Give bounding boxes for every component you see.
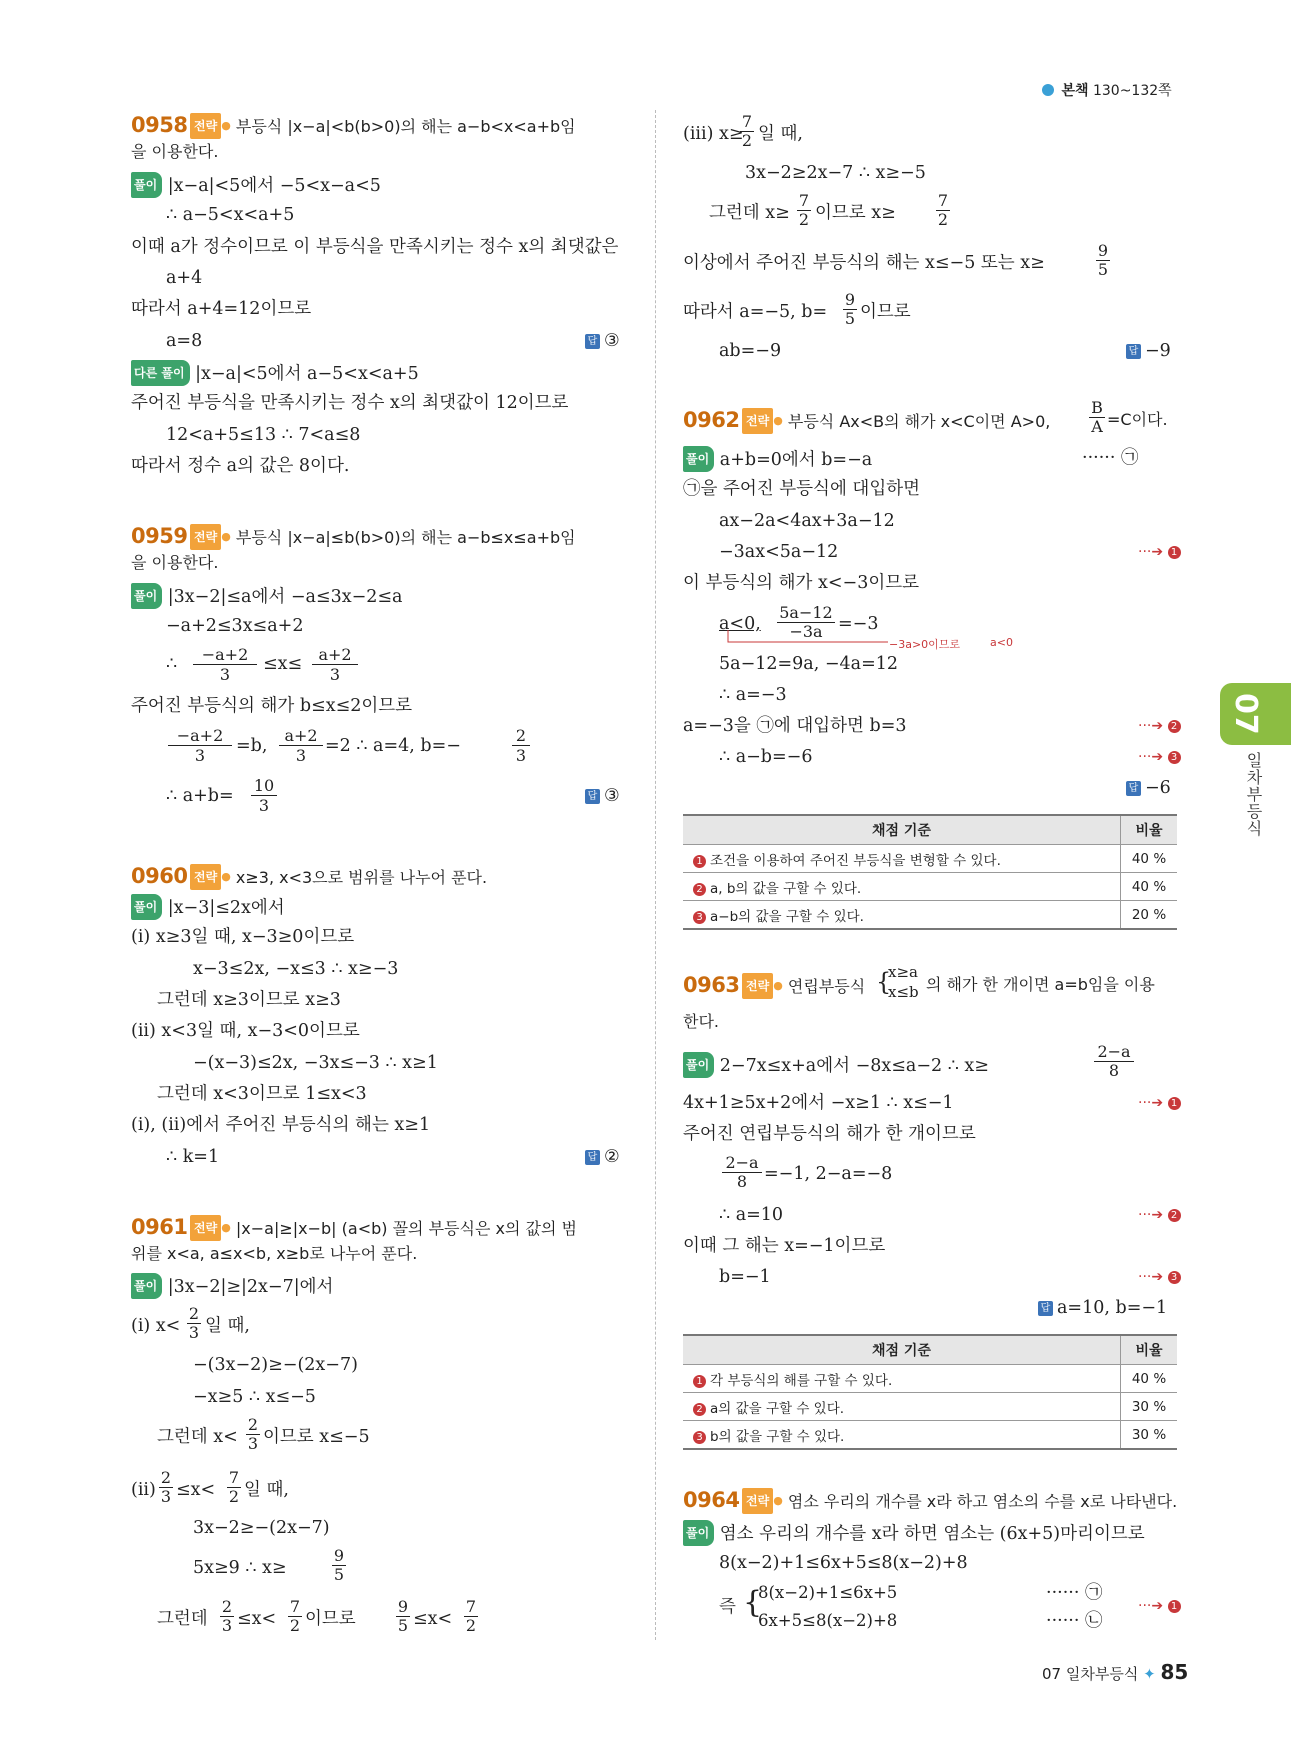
answer-icon: 답 — [585, 789, 600, 804]
solution-line: ㉠을 주어진 부등식에 대입하면 — [683, 479, 921, 499]
fraction: 2 3 — [188, 1304, 200, 1342]
alt-solution-line: 12<a+5≤13 ∴ 7<a≤8 — [166, 425, 361, 445]
grading-table — [683, 814, 1177, 930]
solution-line: 3x−2≥−(2x−7) — [193, 1518, 330, 1538]
solution-line: a+4 — [166, 268, 203, 288]
table-header: 채점 기준 — [683, 1335, 1121, 1365]
fraction: 7 2 — [289, 1597, 301, 1635]
solution-line: ∴ k=1 — [166, 1147, 220, 1167]
fraction: 7 2 — [741, 112, 753, 150]
solution-line: −a+2≤3x≤a+2 — [166, 616, 304, 636]
answer-icon: 답 — [1126, 344, 1141, 359]
solution-line: b=−1 — [719, 1267, 771, 1287]
fraction: 2 3 — [160, 1468, 172, 1506]
fraction: 7 2 — [228, 1468, 240, 1506]
alt-solution-line: 다른 풀이 |x−a|<5에서 a−5<x<a+5 — [131, 360, 419, 386]
solution-line: ∴ a=−3 — [719, 685, 787, 705]
solution-line: ab=−9 — [719, 341, 782, 361]
solution-line: 그런데 x≥3이므로 x≥3 — [157, 990, 341, 1010]
answer: 답 a=10, b=−1 — [1038, 1296, 1167, 1320]
fraction: 7 2 — [798, 191, 810, 229]
solution-line: 일 때, — [758, 124, 803, 144]
fraction: a+2 3 — [279, 726, 323, 765]
system: x≥a x≤b — [888, 963, 919, 1001]
step-marker: ···➔ 1 — [1138, 1598, 1185, 1614]
solution-line: =b, — [236, 736, 268, 756]
solution-line: ≤x≤ — [263, 654, 303, 674]
solution-line: −(3x−2)≥−(2x−7) — [193, 1355, 358, 1375]
strategy-text: 전략 ● 부등식 |x−a|<b(b>0)의 해는 a−b<x<a+b임 — [190, 113, 576, 139]
strategy-text: 전략 ● x≥3, x<3으로 범위를 나누어 푼다. — [190, 864, 487, 890]
solution-line: 4x+1≥5x+2에서 −x≥1 ∴ x≤−1 — [683, 1093, 954, 1113]
solution-line: ≤x< — [237, 1609, 277, 1629]
solution-line: 그런데 x≥ — [709, 203, 790, 223]
page-number: 85 — [1160, 1660, 1189, 1684]
fraction: a+2 3 — [312, 645, 358, 684]
answer: 답 ③ — [585, 784, 620, 808]
annotation-note: a<0 — [990, 636, 1013, 649]
solution-line: 3x−2≥2x−7 ∴ x≥−5 — [745, 163, 926, 183]
alt-solution-line: 주어진 부등식을 만족시키는 정수 x의 최댓값이 12이므로 — [131, 393, 569, 413]
solution-line: 풀이 |x−a|<5에서 −5<x−a<5 — [131, 172, 381, 198]
step-marker: ···➔ 2 — [1138, 1207, 1185, 1223]
problem-number: 0964 — [683, 1488, 740, 1512]
strategy-text: 전략 ● 연립부등식 — [742, 973, 865, 999]
solution-line: ∴ a−b=−6 — [719, 747, 813, 767]
strategy-text: =C이다. — [1107, 410, 1168, 429]
table-header: 비율 — [1121, 815, 1178, 845]
table-row: 3 b의 값을 구할 수 있다. 30 % — [683, 1421, 1177, 1450]
page-reference: 본책 130~132쪽 — [1042, 80, 1172, 100]
step-marker: ···➔ 2 — [1138, 718, 1185, 734]
strategy-text: 한다. — [683, 1012, 719, 1031]
fraction: 10 3 — [251, 776, 277, 815]
fraction: 2 3 — [221, 1597, 233, 1635]
strategy-text: 전략 ● |x−a|≥|x−b| (a<b) 꼴의 부등식은 x의 값의 범 — [190, 1215, 577, 1241]
fraction: 7 2 — [465, 1597, 477, 1635]
chapter-tab-number: 07 — [1228, 693, 1263, 735]
solution-line: (i) x< — [131, 1316, 181, 1336]
solution-line: a<0, — [719, 614, 761, 634]
solution-line: 이때 a가 정수이므로 이 부등식을 만족시키는 정수 x의 최댓값은 — [131, 237, 619, 257]
answer: 답 ② — [585, 1145, 620, 1169]
grading-table — [683, 1334, 1177, 1450]
reference-icon — [1042, 84, 1054, 96]
annotation-note: −3a>0이므로 — [889, 638, 961, 651]
solution-line: 이므로 x≥ — [815, 203, 896, 223]
solution-line: ≤x< — [176, 1480, 216, 1500]
solution-line: =−3 — [838, 614, 879, 634]
strategy-text: 을 이용한다. — [131, 553, 219, 572]
solution-line: ≤x< — [413, 1609, 453, 1629]
step-marker: ···➔ 1 — [1138, 1095, 1185, 1111]
answer: 답 ③ — [585, 329, 620, 353]
solution-line: ∴ a−5<x<a+5 — [166, 205, 295, 225]
strategy-text: 의 해가 한 개이면 a=b임을 이용 — [926, 975, 1155, 994]
table-row: 1 조건을 이용하여 주어진 부등식을 변형할 수 있다. 40 % — [683, 845, 1177, 873]
annotation-line — [720, 628, 890, 648]
solution-line: 이상에서 주어진 부등식의 해는 x≤−5 또는 x≥ — [683, 253, 1045, 273]
system-line: 8(x−2)+1≤6x+5 — [758, 1583, 898, 1602]
table-row: 2 a, b의 값을 구할 수 있다. 40 % — [683, 873, 1177, 901]
answer-icon: 답 — [585, 334, 600, 349]
fraction: −a+2 3 — [168, 726, 232, 765]
table-row: 3 a−b의 값을 구할 수 있다. 20 % — [683, 901, 1177, 930]
strategy-text: 전략 ● 염소 우리의 개수를 x라 하고 염소의 수를 x로 나타낸다. — [742, 1488, 1177, 1514]
fraction: 7 2 — [937, 191, 949, 229]
solution-line: (ii) — [131, 1480, 156, 1500]
fraction: 2 3 — [512, 726, 530, 765]
page-footer — [1042, 1660, 1188, 1684]
solution-line: 일 때, — [244, 1480, 289, 1500]
solution-line: =−1, 2−a=−8 — [764, 1164, 893, 1184]
equation-tag: ······ ㉡ — [1046, 1611, 1103, 1631]
solution-line: −(x−3)≤2x, −3x≤−3 ∴ x≥1 — [193, 1053, 438, 1073]
solution-line: −3ax<5a−12 — [719, 542, 839, 562]
solution-line: 풀이 |3x−2|≥|2x−7|에서 — [131, 1273, 333, 1299]
table-header: 비율 — [1121, 1335, 1178, 1365]
fraction: 5a−12 −3a — [777, 604, 835, 641]
brace: { — [876, 968, 892, 996]
solution-line: 이 부등식의 해가 x<−3이므로 — [683, 573, 920, 593]
problem-number: 0962 — [683, 408, 740, 432]
solution-line: 5a−12=9a, −4a=12 — [719, 654, 899, 674]
strategy-text: 전략 ● 부등식 Ax<B의 해가 x<C이면 A>0, — [742, 408, 1050, 434]
solution-line: ax−2a<4ax+3a−12 — [719, 511, 895, 531]
solution-line: 5x≥9 ∴ x≥ — [193, 1558, 287, 1578]
fraction: 2−a 8 — [722, 1154, 762, 1191]
strategy-text: 을 이용한다. — [131, 142, 219, 161]
fraction: 9 5 — [397, 1597, 409, 1635]
problem-number: 0958 — [131, 113, 188, 137]
fraction: 9 5 — [844, 290, 856, 328]
solution-line: (i), (ii)에서 주어진 부등식의 해는 x≥1 — [131, 1115, 431, 1135]
solution-line: ∴ a=10 — [719, 1205, 784, 1225]
step-marker: ···➔ 1 — [1138, 544, 1185, 560]
solution-line: 주어진 부등식의 해가 b≤x≤2이므로 — [131, 696, 413, 716]
solution-line: 이므로 — [305, 1609, 356, 1629]
solution-line: x−3≤2x, −x≤3 ∴ x≥−3 — [193, 959, 399, 979]
answer-icon: 답 — [1038, 1301, 1053, 1316]
fraction: 9 5 — [333, 1546, 345, 1584]
solution-line: 일 때, — [205, 1316, 250, 1336]
footer-chapter: 07 일차부등식 — [1042, 1665, 1139, 1683]
solution-line: a=8 — [166, 331, 203, 351]
solution-line: −x≥5 ∴ x≤−5 — [193, 1387, 316, 1407]
brace: { — [743, 1585, 763, 1620]
problem-number: 0963 — [683, 973, 740, 997]
solution-line: 이때 그 해는 x=−1이므로 — [683, 1236, 886, 1256]
problem-number: 0960 — [131, 864, 188, 888]
answer: 답 −9 — [1126, 339, 1171, 363]
answer: 답 −6 — [1126, 776, 1171, 800]
problem-number: 0961 — [131, 1215, 188, 1239]
solution-line: 풀이 a+b=0에서 b=−a — [683, 446, 872, 472]
solution-line: (ii) x<3일 때, x−3<0이므로 — [131, 1021, 360, 1041]
system-line: 6x+5≤8(x−2)+8 — [758, 1611, 898, 1630]
solution-line: 풀이 |x−3|≤2x에서 — [131, 894, 285, 920]
table-row: 2 a의 값을 구할 수 있다. 30 % — [683, 1393, 1177, 1421]
solution-line: (i) x≥3일 때, x−3≥0이므로 — [131, 927, 355, 947]
column-divider — [655, 110, 656, 1640]
equation-tag: ······ ㉠ — [1046, 1583, 1103, 1603]
solution-line: 이므로 — [860, 302, 911, 322]
fraction: B A — [1089, 399, 1105, 436]
answer-icon: 답 — [585, 1150, 600, 1165]
answer-icon: 답 — [1126, 781, 1141, 796]
solution-line: 이므로 x≤−5 — [263, 1427, 370, 1447]
solution-line: a=−3을 ㉠에 대입하면 b=3 — [683, 716, 907, 736]
solution-line: 주어진 연립부등식의 해가 한 개이므로 — [683, 1124, 976, 1144]
diamond-icon: ✦ — [1143, 1665, 1156, 1683]
fraction: −a+2 3 — [193, 645, 257, 684]
equation-tag: ······ ㉠ — [1082, 448, 1139, 468]
solution-line: ∴ a+b= — [166, 786, 234, 806]
problem-number: 0959 — [131, 524, 188, 548]
solution-line: 풀이 2−7x≤x+a에서 −8x≤a−2 ∴ x≥ — [683, 1052, 989, 1078]
step-marker: ···➔ 3 — [1138, 1269, 1185, 1285]
solution-line: 그런데 x< — [157, 1427, 238, 1447]
solution-line: 그런데 — [157, 1609, 208, 1629]
solution-line: 풀이 염소 우리의 개수를 x라 하면 염소는 (6x+5)마리이므로 — [683, 1520, 1145, 1546]
strategy-text: 전략 ● 부등식 |x−a|≤b(b>0)의 해는 a−b≤x≤a+b임 — [190, 524, 576, 550]
solution-line: ∴ — [166, 654, 178, 674]
solution-line: 그런데 x<3이므로 1≤x<3 — [157, 1084, 367, 1104]
solution-line: 8(x−2)+1≤6x+5≤8(x−2)+8 — [719, 1553, 968, 1573]
fraction: 9 5 — [1097, 241, 1109, 279]
solution-line: 따라서 a+4=12이므로 — [131, 299, 312, 319]
fraction: 2−a 8 — [1094, 1043, 1134, 1080]
solution-line: 따라서 a=−5, b= — [683, 302, 828, 322]
solution-line: 풀이 |3x−2|≤a에서 −a≤3x−2≤a — [131, 583, 402, 609]
table-row: 1 각 부등식의 해를 구할 수 있다. 40 % — [683, 1365, 1177, 1393]
step-marker: ···➔ 3 — [1138, 749, 1185, 765]
fraction: 2 3 — [247, 1415, 259, 1453]
table-header: 채점 기준 — [683, 815, 1121, 845]
alt-solution-line: 따라서 정수 a의 값은 8이다. — [131, 456, 350, 476]
solution-line: =2 ∴ a=4, b=− — [325, 736, 461, 756]
chapter-tab-title: 일차부등식 — [1244, 752, 1263, 837]
solution-line: 즉 — [719, 1597, 736, 1617]
strategy-text: 위를 x<a, a≤x<b, x≥b로 나누어 푼다. — [131, 1244, 418, 1263]
solution-line: (iii) x≥ — [683, 124, 744, 144]
